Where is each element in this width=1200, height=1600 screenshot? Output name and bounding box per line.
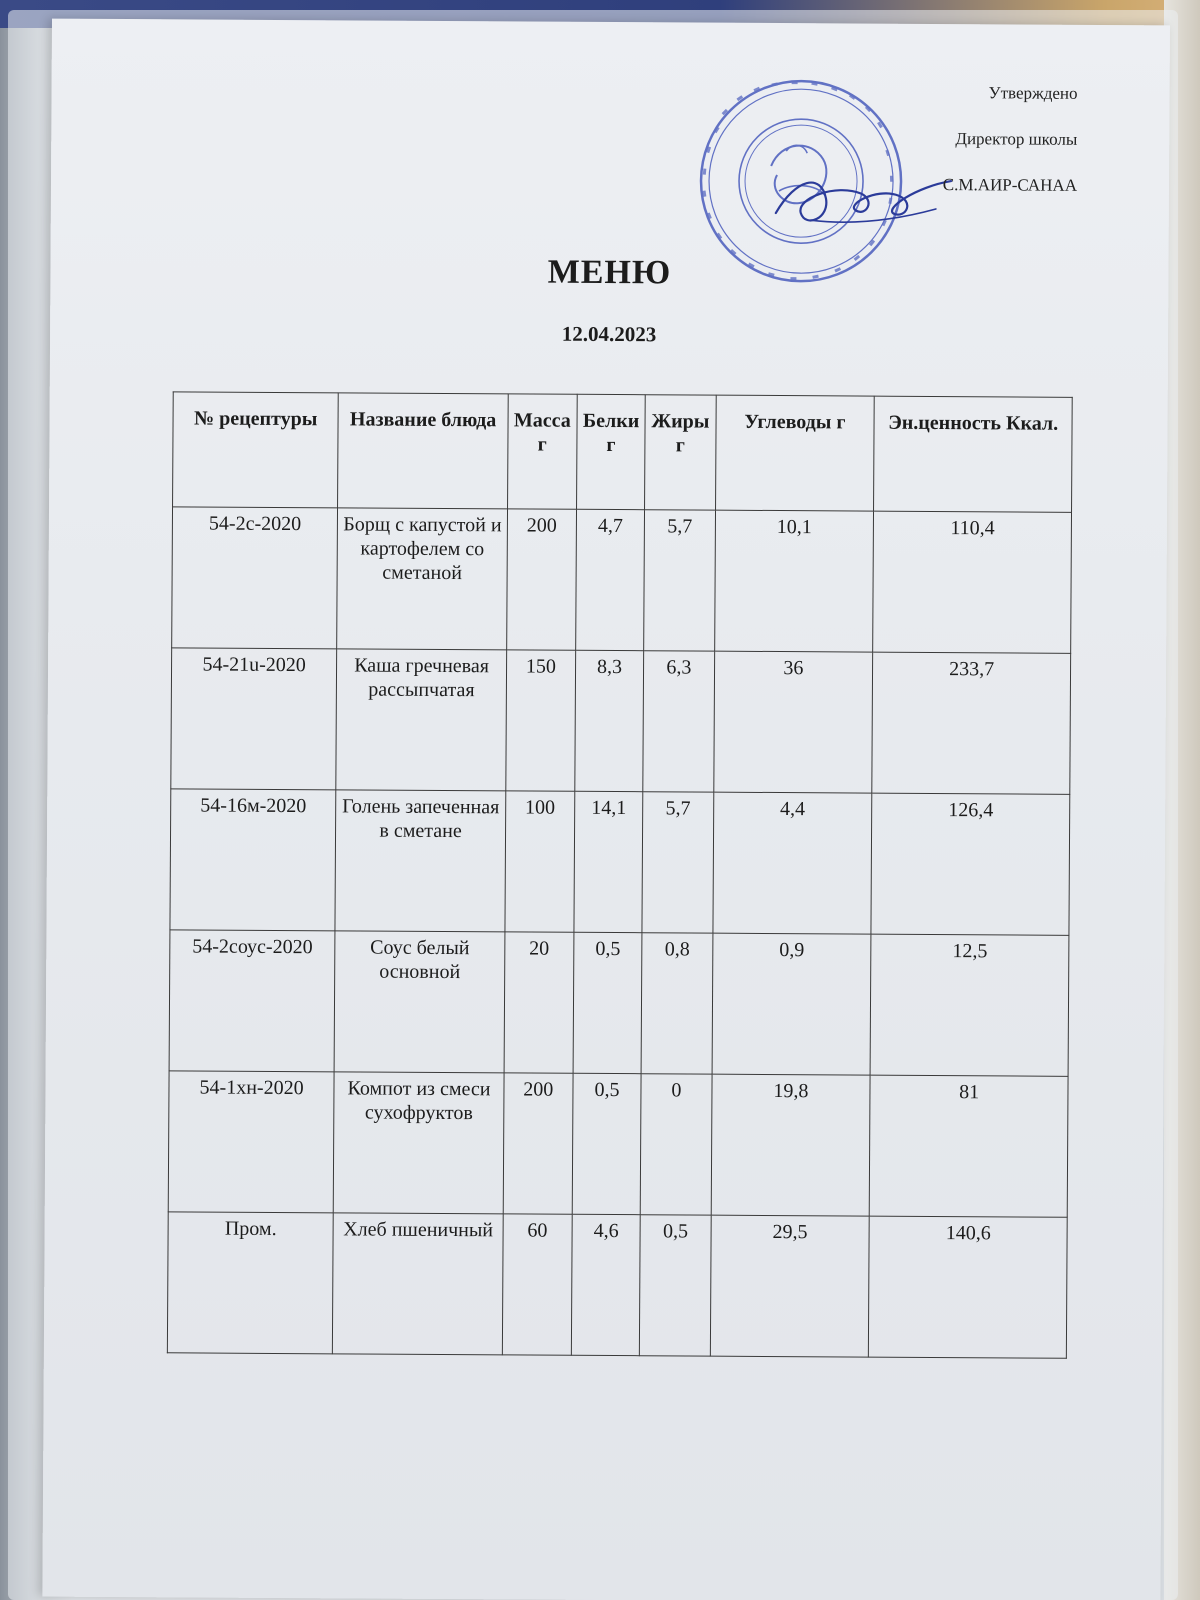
table-header-row [173,392,1073,512]
cell-dish-name: Компот из смеси сухофруктов [333,1072,503,1214]
cell-recipe-number: 54-21u-2020 [171,648,337,790]
menu-date: 12.04.2023 [561,321,657,347]
table-row [172,507,1072,653]
cell-carbs: 36 [713,651,873,793]
cell-energy: 110,4 [873,511,1072,653]
cell-mass: 60 [502,1214,572,1355]
cell-carbs: 0,9 [712,933,872,1075]
header-dish-name: Название блюда [338,393,508,509]
cell-dish-name: Голень запеченная в сметане [335,790,505,932]
cell-protein: 8,3 [575,650,644,791]
cell-recipe-number: 54-2соус-2020 [169,930,335,1072]
table-row [171,648,1071,794]
cell-carbs: 19,8 [711,1074,871,1216]
cell-energy: 140,6 [869,1216,1068,1358]
cell-fat: 0,5 [640,1215,711,1356]
cell-energy: 12,5 [870,934,1069,1076]
header-carbs: Углеводы г [715,395,874,511]
cell-energy: 81 [869,1075,1068,1217]
cell-energy: 126,4 [871,793,1070,935]
cell-fat: 0,8 [641,933,712,1074]
cell-recipe-number: 54-2с-2020 [172,507,338,649]
cell-dish-name: Борщ с капустой и картофелем со сметаной [337,508,507,650]
header-energy: Эн.ценность Ккал. [874,396,1072,512]
cell-fat: 5,7 [642,792,713,933]
cell-protein: 4,6 [571,1214,640,1355]
menu-document [42,19,1170,1600]
menu-table [167,391,1073,1358]
table-row [168,1071,1068,1217]
cell-carbs: 4,4 [712,792,872,934]
cell-protein: 4,7 [575,509,644,650]
cell-dish-name: Соус белый основной [334,931,504,1073]
cell-fat: 6,3 [643,651,714,792]
cell-mass: 100 [505,791,575,932]
cell-carbs: 29,5 [710,1215,870,1357]
header-mass: Масса г [507,394,577,509]
table-row [170,789,1070,935]
cell-protein: 0,5 [573,932,642,1073]
cell-recipe-number: 54-16м-2020 [170,789,336,931]
approval-block [943,80,1078,219]
cell-protein: 0,5 [572,1073,641,1214]
cell-mass: 200 [506,509,576,650]
director-signature [766,158,966,239]
table-row [167,1212,1067,1358]
cell-fat: 5,7 [644,510,715,651]
cell-fat: 0 [640,1074,711,1215]
cell-recipe-number: Пром. [167,1212,333,1354]
cell-recipe-number: 54-1хн-2020 [168,1071,334,1213]
header-fat: Жиры г [645,395,716,510]
table-row [169,930,1069,1076]
cell-energy: 233,7 [872,652,1071,794]
director-name: С.М.АИР-САНАА [942,175,1078,195]
cell-dish-name: Хлеб пшеничный [333,1213,503,1355]
page-title: МЕНЮ [547,253,672,292]
cell-dish-name: Каша гречневая рассыпчатая [336,649,506,791]
cell-carbs: 10,1 [714,510,874,652]
director-title: Директор школы [955,129,1078,149]
cell-mass: 20 [504,932,574,1073]
cell-mass: 200 [503,1073,573,1214]
header-protein: Белки г [576,394,645,509]
approval-label: Утверждено [988,83,1078,103]
cell-protein: 14,1 [574,791,643,932]
header-recipe-number: № рецептуры [173,392,339,508]
cell-mass: 150 [506,650,576,791]
